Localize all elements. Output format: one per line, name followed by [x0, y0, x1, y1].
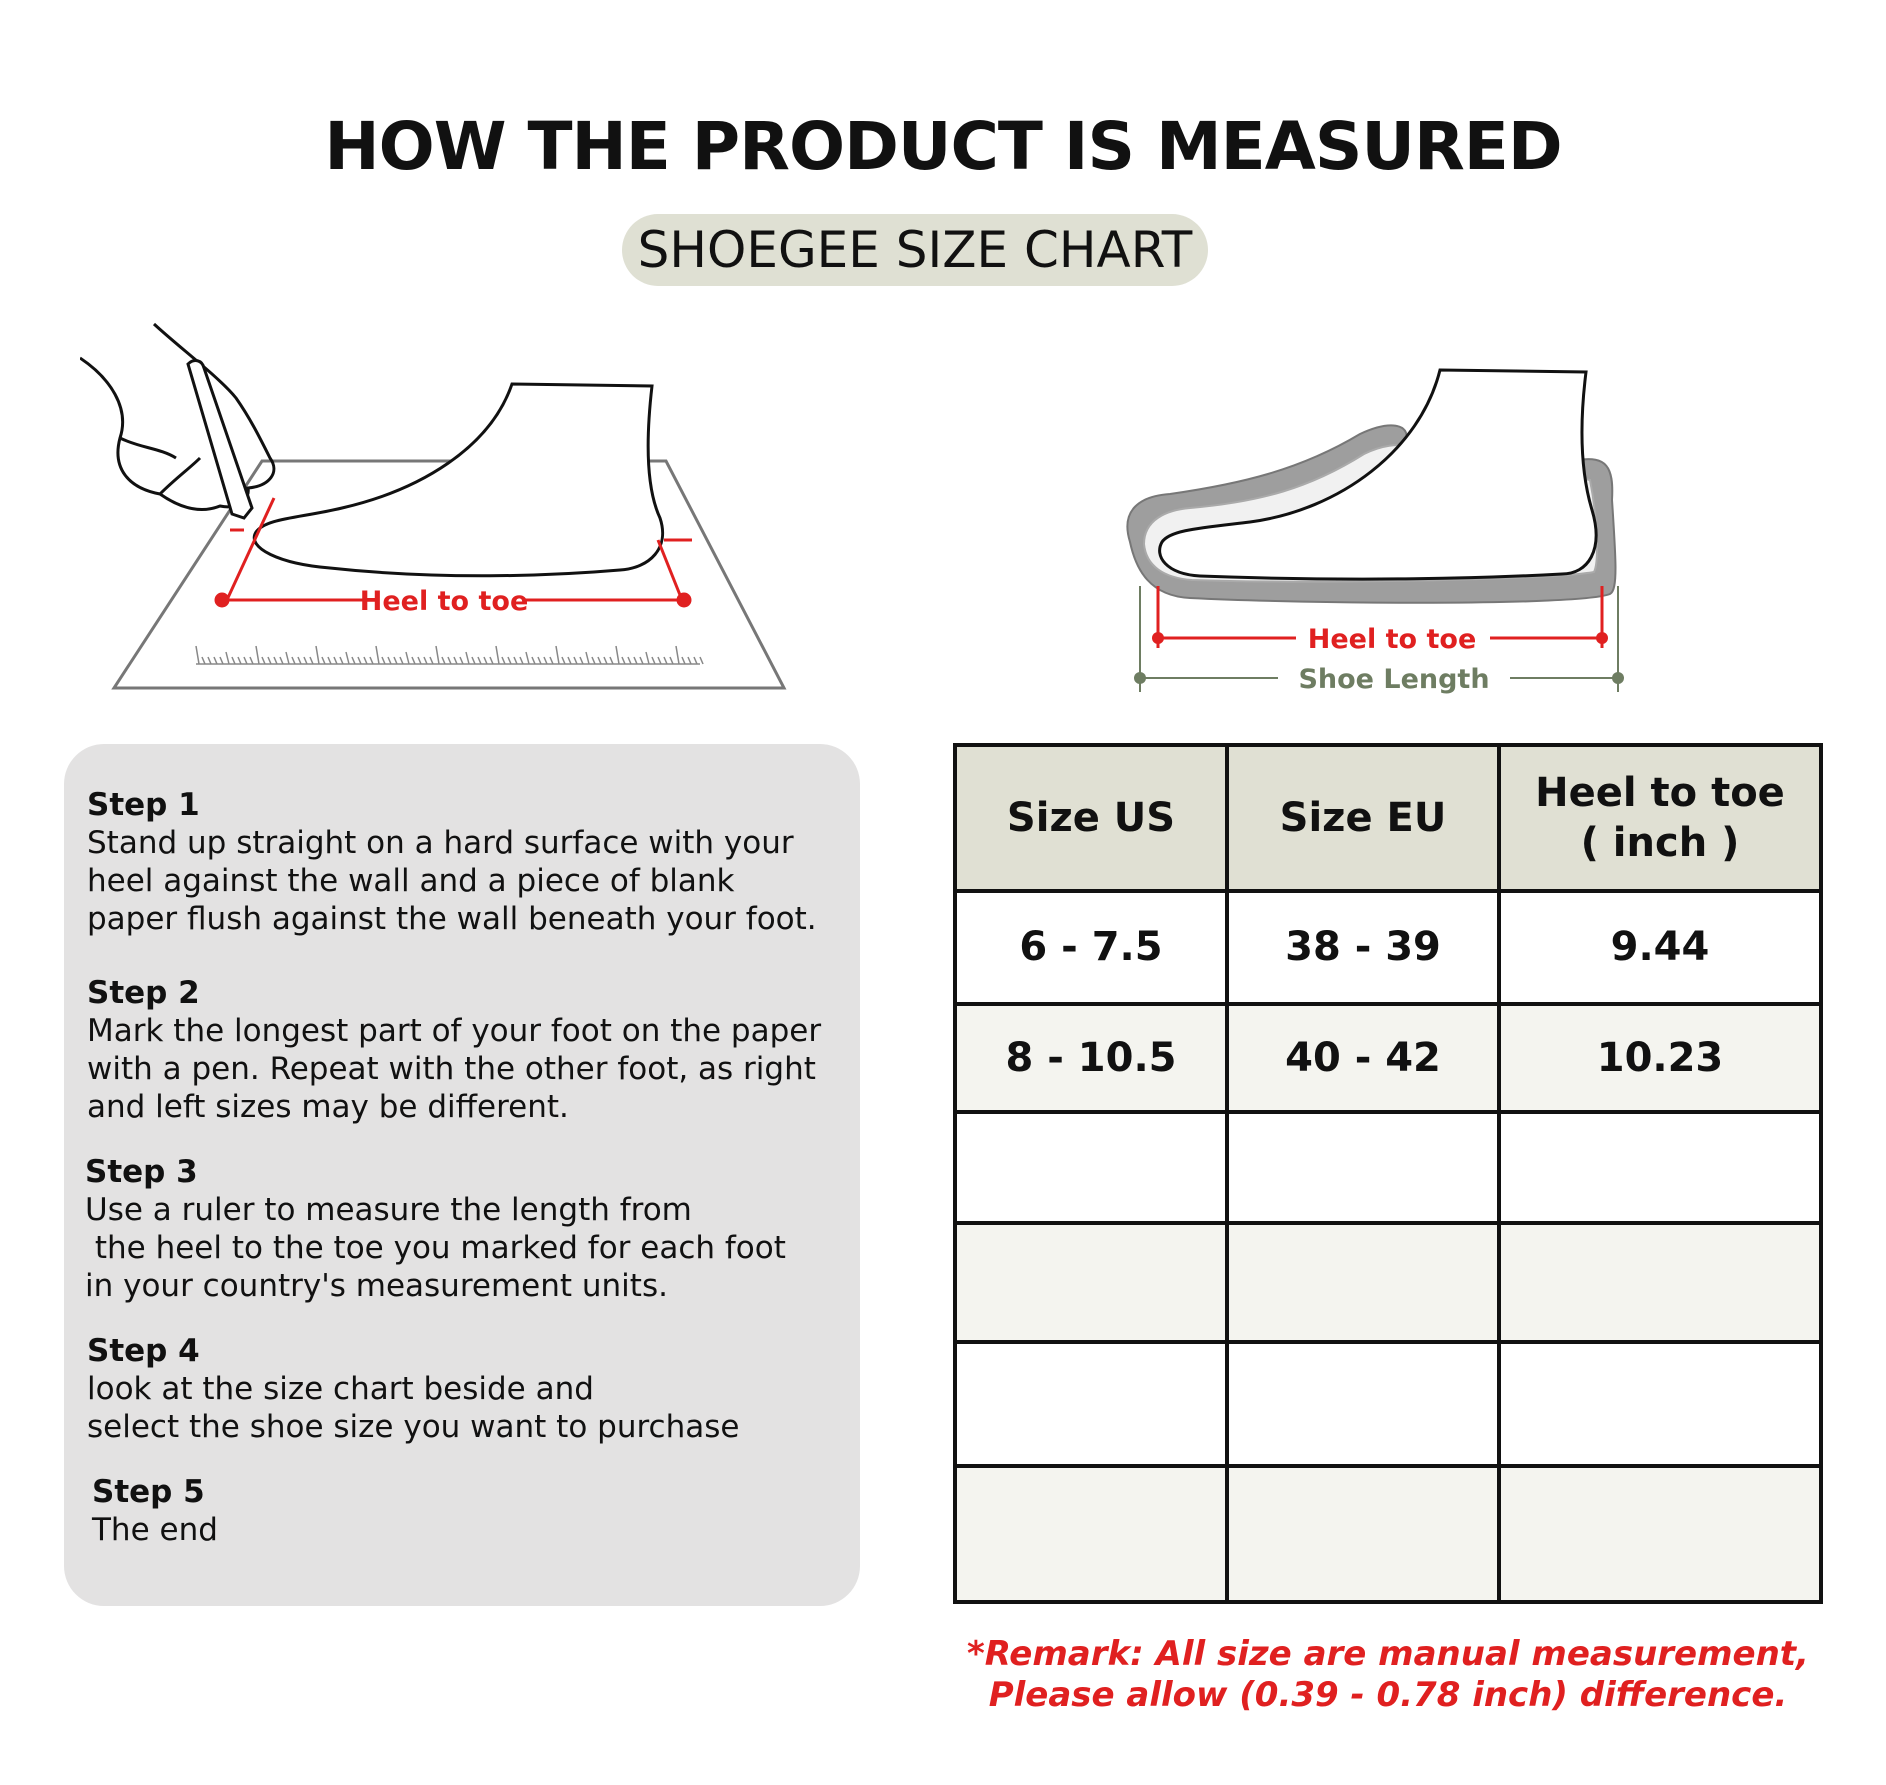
step-heading: Step 1: [87, 787, 200, 823]
table-row: [955, 1112, 1821, 1223]
table-cell: 8 - 10.5: [955, 1004, 1227, 1113]
column-header: Heel to toe ( inch ): [1499, 745, 1821, 891]
column-header: Size US: [955, 745, 1227, 891]
size-chart-table: [953, 743, 1823, 1604]
heel-to-toe-label: Heel to toe: [359, 586, 529, 617]
step-3: [85, 1153, 786, 1305]
table-cell: 9.44: [1499, 891, 1821, 1004]
table-row: [955, 1004, 1821, 1113]
step-5: [92, 1473, 218, 1549]
step-2: [87, 974, 821, 1126]
step-4: [87, 1332, 739, 1446]
table-header-row: [955, 745, 1821, 891]
table-cell: [1227, 1223, 1499, 1342]
step-heading: Step 5: [92, 1474, 205, 1510]
table-cell: 38 - 39: [1227, 891, 1499, 1004]
step-body: Stand up straight on a hard surface with your heel against the wall and a piece of blank paper flush against the wall beneath your foot.: [87, 825, 817, 937]
foot-outline: [1160, 370, 1596, 579]
size-chart-badge: SHOEGEE SIZE CHART: [622, 214, 1208, 286]
table-row: [955, 1466, 1821, 1602]
remark-line: *Remark: All size are manual measurement,: [967, 1634, 1809, 1674]
step-heading: Step 4: [87, 1333, 200, 1369]
table-row: [955, 891, 1821, 1004]
table-cell: [955, 1342, 1227, 1467]
remark-line: Please allow (0.39 - 0.78 inch) difference.: [988, 1675, 1788, 1715]
step-1: [87, 786, 817, 938]
step-body: The end: [92, 1512, 218, 1548]
shoe-length-illustration: [1110, 360, 1650, 700]
table-cell: [1499, 1466, 1821, 1602]
foot-tracing-illustration: [80, 318, 800, 698]
hand-outline: [80, 324, 274, 510]
pen-icon: [188, 361, 252, 518]
table-row: [955, 1223, 1821, 1342]
table-cell: 6 - 7.5: [955, 891, 1227, 1004]
table-cell: 10.23: [1499, 1004, 1821, 1113]
step-body: Mark the longest part of your foot on the paper with a pen. Repeat with the other foot, as right and left sizes may be different.: [87, 1013, 822, 1125]
column-header: Size EU: [1227, 745, 1499, 891]
step-body: look at the size chart beside and select the shoe size you want to purchase: [87, 1371, 740, 1445]
table-cell: [1227, 1112, 1499, 1223]
measurement-remark: [953, 1634, 1823, 1716]
table-cell: [955, 1112, 1227, 1223]
step-heading: Step 2: [87, 975, 200, 1011]
table-cell: [1227, 1466, 1499, 1602]
table-cell: 40 - 42: [1227, 1004, 1499, 1113]
heel-to-toe-label: Heel to toe: [1307, 624, 1477, 655]
step-heading: Step 3: [85, 1154, 198, 1190]
table-cell: [955, 1466, 1227, 1602]
table-row: [955, 1342, 1821, 1467]
table-cell: [955, 1223, 1227, 1342]
page-title: HOW THE PRODUCT IS MEASURED: [324, 108, 1562, 185]
table-cell: [1499, 1342, 1821, 1467]
table-cell: [1499, 1223, 1821, 1342]
step-body: Use a ruler to measure the length from the heel to the toe you marked for each foot in your country's measurement units.: [85, 1192, 786, 1304]
shoe-length-label: Shoe Length: [1298, 664, 1490, 695]
table-cell: [1499, 1112, 1821, 1223]
table-cell: [1227, 1342, 1499, 1467]
